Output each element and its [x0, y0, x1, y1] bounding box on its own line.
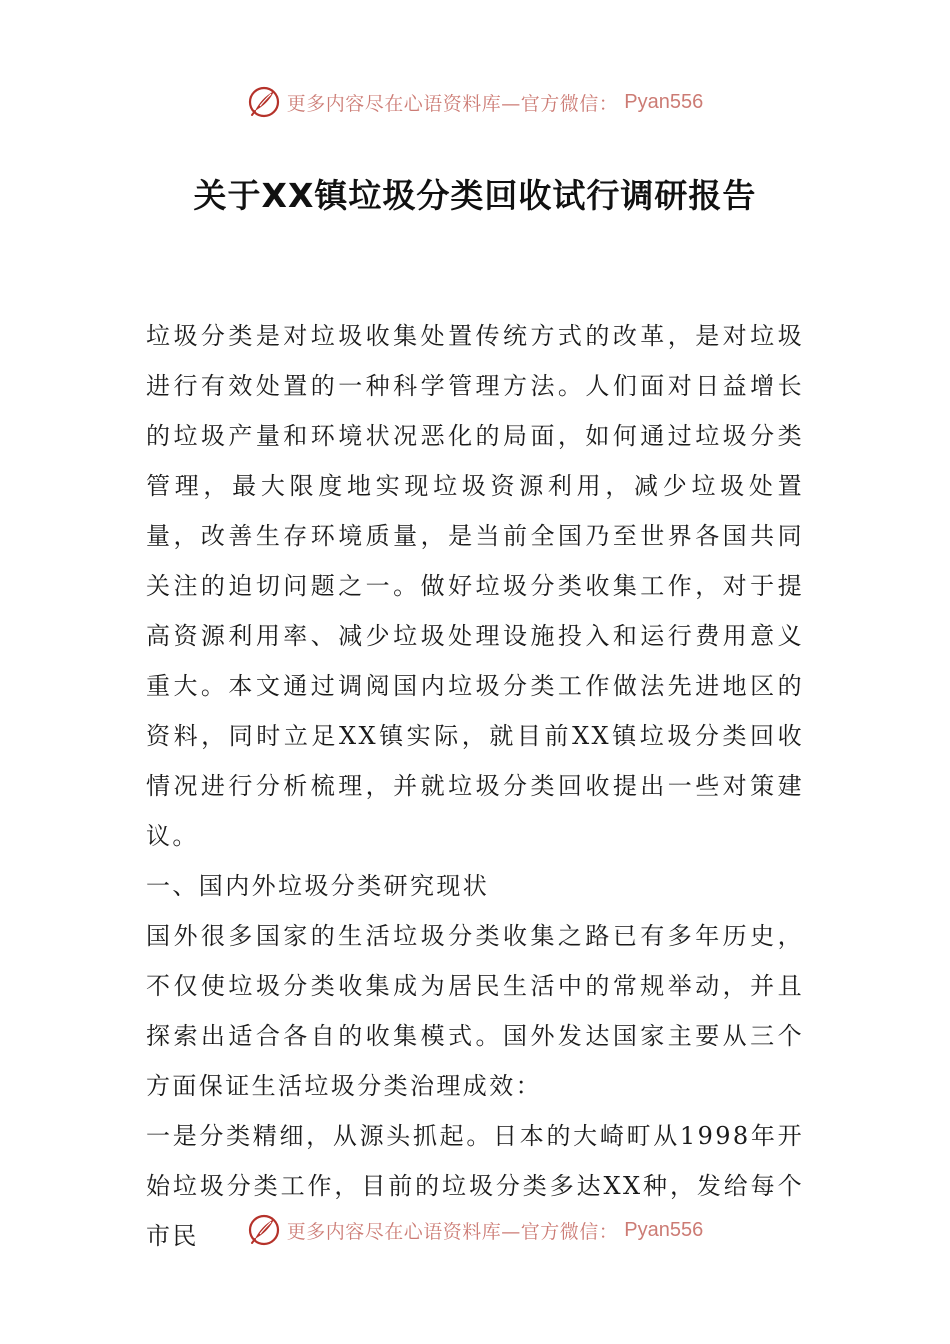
quill-logo-icon	[247, 1213, 281, 1247]
footer-watermark	[0, 1210, 950, 1250]
document-body	[146, 311, 804, 1261]
body-paragraph: 国外很多国家的生活垃圾分类收集之路已有多年历史，不仅使垃圾分类收集成为居民生活中的常规举动，并且探索出适合各自的收集模式。国外发达国家主要从三个方面保证生活垃圾分类治理成效：	[146, 922, 804, 1100]
watermark-wechat-id: Pyan556	[624, 90, 704, 113]
watermark-text: 更多内容尽在心语资料库—官方微信：	[286, 1220, 619, 1243]
watermark-text: 更多内容尽在心语资料库—官方微信：	[286, 92, 619, 115]
header-watermark	[0, 82, 950, 122]
intro-paragraph: 垃圾分类是对垃圾收集处置传统方式的改革，是对垃圾进行有效处置的一种科学管理方法。人们面对日益增长的垃圾产量和环境状况恶化的局面，如何通过垃圾分类管理，最大限度地实现垃圾资源利用，减少垃圾处置量，改善生存环境质量，是当前全国乃至世界各国共同关注的迫切问题之一。做好垃圾分类收集工作，对于提高资源利用率、减少垃圾处理设施投入和运行费用意义重大。本文通过调阅国内垃圾分类工作做法先进地区的资料，同时立足XX镇实际，就目前XX镇垃圾分类回收情况进行分析梳理，并就垃圾分类回收提出一些对策建议。	[146, 322, 804, 850]
body-paragraph: 一是分类精细，从源头抓起。日本的大崎町从1998年开始垃圾分类工作，目前的垃圾分类多达XX种，发给每个市民	[146, 1122, 804, 1250]
section-heading: 一、国内外垃圾分类研究现状	[146, 872, 490, 900]
quill-logo-icon	[247, 85, 281, 119]
document-title: 关于XX镇垃圾分类回收试行调研报告	[193, 176, 757, 215]
watermark-wechat-id: Pyan556	[624, 1218, 704, 1241]
